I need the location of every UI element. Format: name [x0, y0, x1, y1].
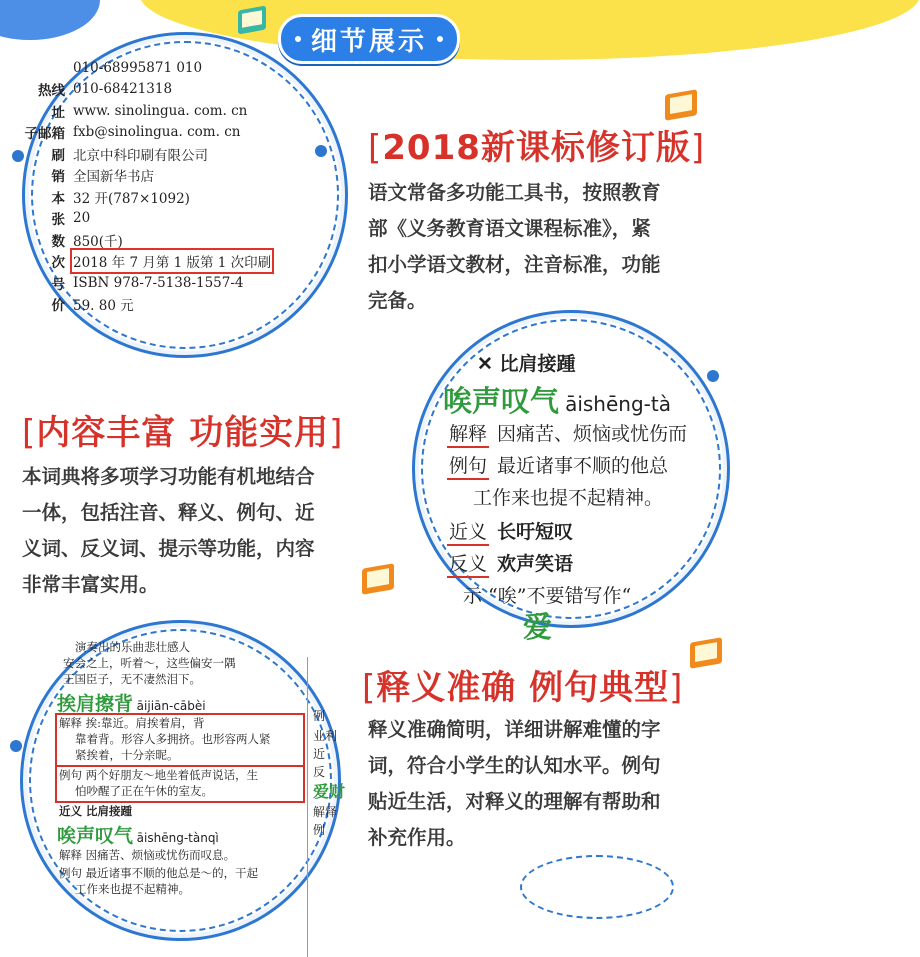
section-body-revision: 语文常备多功能工具书，按照教育 部《义务教育语文课程标准》，紧 扣小学语文教材，注音标准，功能 完备。 — [368, 181, 661, 312]
decorative-dashed-arc — [520, 855, 674, 919]
copyright-row: 址 www. sinolingua. com. cn — [51, 102, 248, 121]
dictionary-zoom-circle — [412, 310, 730, 644]
section-body-content: 本词典将多项学习功能有机地结合 一体，包括注音、释义、例句、近 义词、反义词、提示等功能，内容 非常丰富实用。 — [22, 465, 315, 596]
sample-line: 工作来也提不起精神。 — [75, 882, 190, 896]
prev-entry: ✕ 比肩接踵 — [477, 353, 576, 375]
section-title-content: [内容丰富 功能实用] — [22, 413, 344, 453]
copyright-row: 子邮箱 fxb@sinolingua. com. cn — [24, 124, 241, 143]
right-column-text: 近 — [313, 747, 326, 761]
sample-line: 怕吵醒了正在午休的室友。 — [75, 784, 213, 798]
copyright-row: 价 59. 80 元 — [51, 298, 134, 315]
section-title-revision: [2018新课标修订版] — [368, 128, 706, 168]
sample-headword-1: 挨肩擦背 āijiān-cābèi — [57, 693, 206, 715]
synonym-line: 近义 长吁短叹 — [447, 517, 573, 546]
sample-line: 解释 挨:靠近。肩挨着肩，背 — [59, 716, 205, 730]
book-icon — [690, 640, 722, 666]
copyright-row: 刷 北京中科印刷有限公司 — [51, 147, 208, 164]
headword: 唉声叹气 — [443, 384, 560, 418]
copyright-page — [15, 57, 345, 315]
sample-line: 安会之上，听着～，这些偏安一隅 — [63, 656, 236, 670]
circle-knob — [707, 370, 719, 382]
circle-knob — [315, 145, 327, 157]
edition-highlight: 2018 年 7 月第 1 版第 1 次印刷 — [73, 251, 271, 271]
right-column-text: 例 — [313, 709, 326, 723]
copyright-row: 热线 010-68421318 — [38, 81, 173, 100]
sample-headword-2: 唉声叹气 āishēng-tànqì — [57, 825, 219, 847]
sample-line: 例句 两个好朋友～地坐着低声说话，生 — [59, 768, 259, 782]
copyright-row: 数 850(千) — [51, 233, 123, 250]
copyright-row: 张 20 — [51, 210, 91, 229]
headword-line — [443, 379, 671, 420]
tip-line: 示 “唉”不要错写作“ — [463, 585, 632, 607]
copyright-row: 销 全国新华书店 — [51, 169, 154, 186]
page-sample-circle — [20, 620, 346, 941]
section-title-accuracy: [释义准确 例句典型] — [362, 668, 684, 708]
next-entry-partial: 爱 — [523, 610, 553, 644]
copyright-row: 次 2018 年 7 月第 1 版第 1 次印刷 — [15, 251, 345, 273]
sample-line: 王国臣子，无不凄然泪下。 — [63, 672, 201, 686]
right-column-text: 爱财 — [313, 782, 346, 801]
book-icon — [238, 8, 266, 32]
right-column-text: 反 — [313, 765, 326, 779]
blue-arc — [0, 0, 100, 40]
right-column-text: 业利 — [313, 729, 338, 743]
antonym-line: 反义 欢声笑语 — [447, 549, 573, 578]
right-column-text: 例 — [313, 823, 326, 837]
header-title: 细节展示 — [310, 26, 427, 57]
sample-line: 解释 因痛苦、烦恼或忧伤而叹息。 — [59, 848, 236, 862]
definition-line: 解释 因痛苦、烦恼或忧伤而 — [447, 419, 687, 448]
copyright-row: 本 32 开(787×1092) — [51, 190, 190, 207]
example-line: 例句 最近诸事不顺的他总 — [447, 451, 668, 480]
sample-line: 演奏出的乐曲悲壮感人 — [75, 640, 190, 654]
circle-knob — [10, 740, 22, 752]
right-column-text: 解释 — [313, 805, 338, 819]
dot-icon — [437, 36, 443, 42]
copyright-zoom-circle — [22, 32, 348, 358]
book-icon — [665, 92, 697, 118]
circle-knob — [12, 150, 24, 162]
copyright-row: 010-68995871 010 — [73, 59, 203, 76]
pinyin: āishēng-tà — [565, 392, 671, 416]
sample-line: 近义 比肩接踵 — [59, 804, 133, 818]
column-divider — [307, 657, 308, 957]
sample-line: 靠着背。形容人多拥挤。也形容两人紧 — [75, 732, 271, 746]
sample-line: 紧挨着，十分亲昵。 — [75, 748, 179, 762]
example-line-2: 工作来也提不起精神。 — [473, 487, 664, 509]
copyright-row: 号 ISBN 978-7-5138-1557-4 — [51, 274, 244, 293]
section-body-accuracy: 释义准确简明，详细讲解难懂的字 词，符合小学生的认知水平。例句 贴近生活，对释义的理解有帮助和 补充作用。 — [368, 718, 661, 849]
dot-icon — [295, 36, 301, 42]
sample-line: 例句 最近诸事不顺的他总是～的，干起 — [59, 866, 259, 880]
